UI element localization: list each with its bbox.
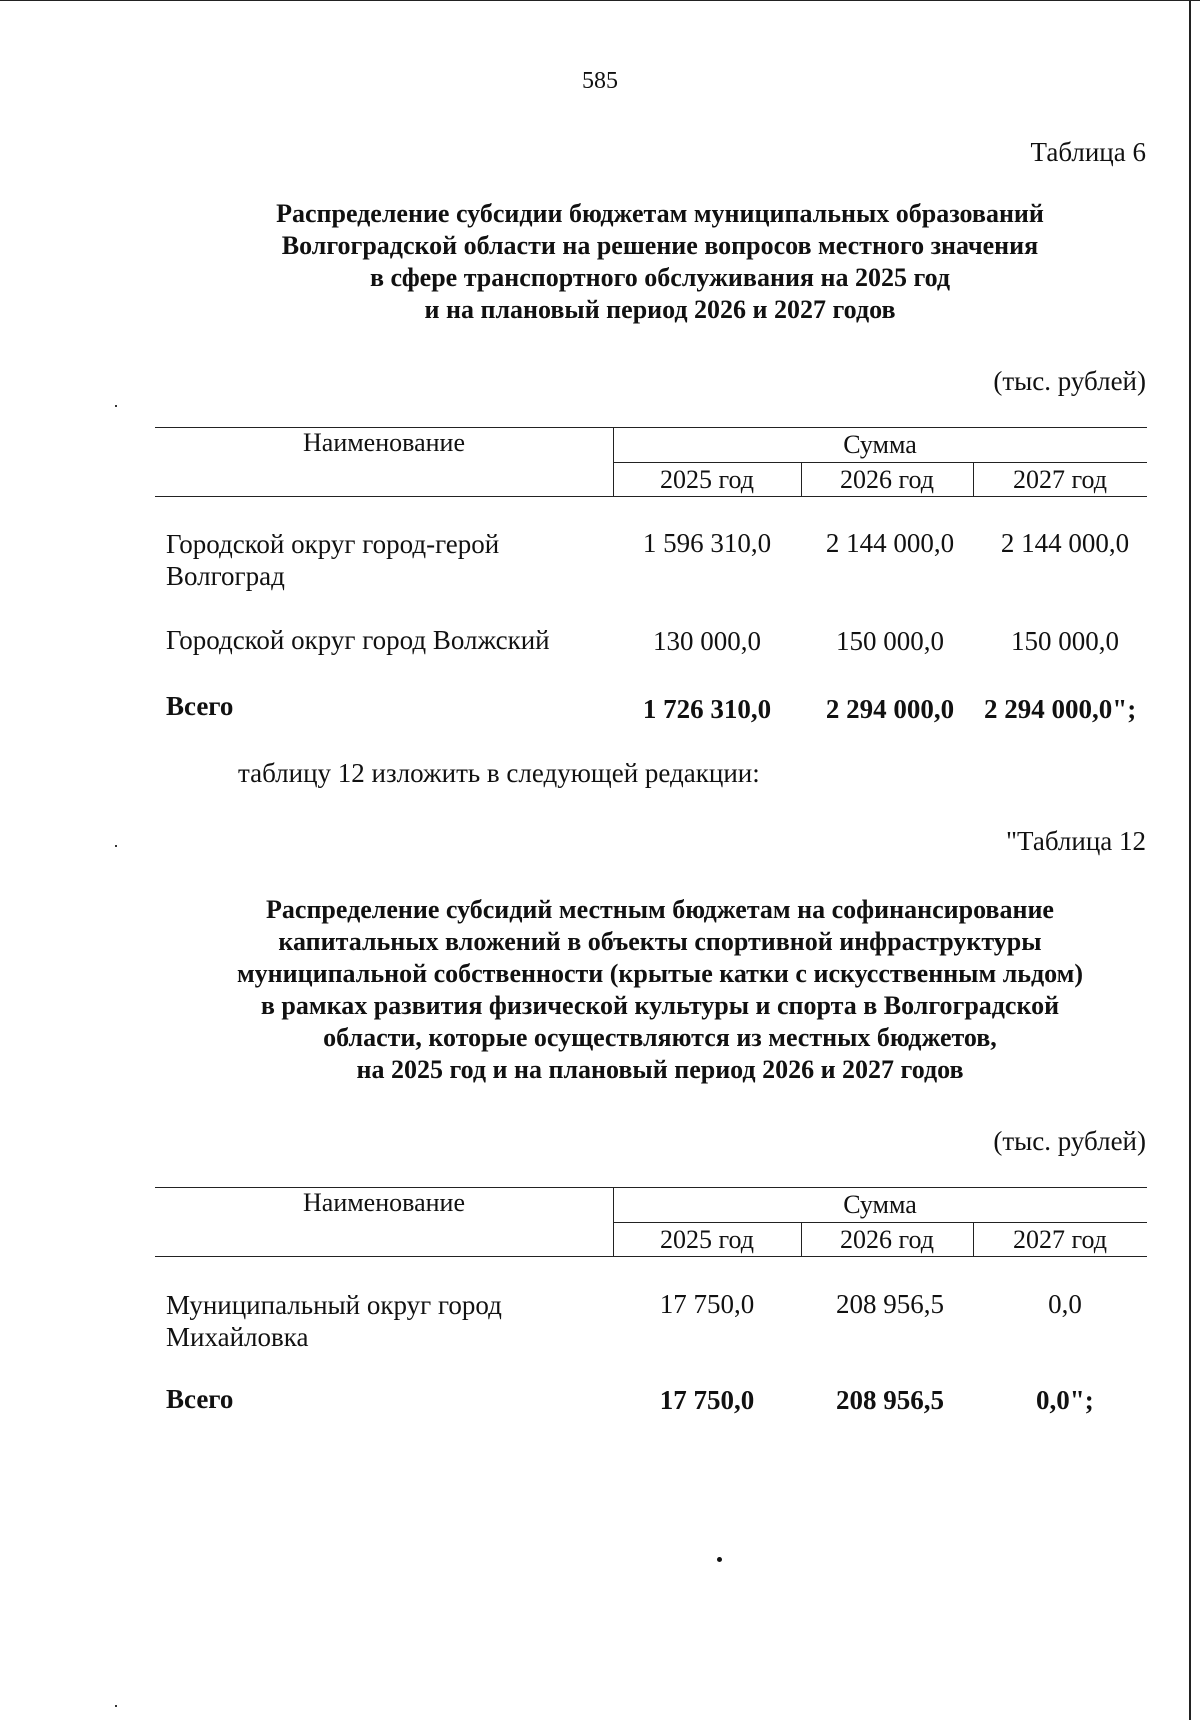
table6-cell: 150 000,0 xyxy=(1011,626,1119,656)
table12-header-bottom-rule xyxy=(155,1256,1147,1257)
table6-header-year: 2025 год xyxy=(660,465,754,494)
scan-top-edge xyxy=(0,0,1200,1)
table12-title-line: области, которые осуществляются из местных бюджетов, xyxy=(323,1023,997,1052)
scan-speck xyxy=(115,1705,117,1707)
table6-title-line: Волгоградской области на решение вопросов местного значения xyxy=(281,231,1039,260)
table6-title-line: в сфере транспортного обслуживания на 2025 год xyxy=(369,263,951,292)
table6-cell: 130 000,0 xyxy=(653,626,761,656)
table6-row-name: Городской округ город-герой Волгоград xyxy=(166,529,500,591)
table6-total-label: Всего xyxy=(166,691,234,721)
table12-total-cell: 208 956,5 xyxy=(836,1385,944,1415)
table6-total-cell: 2 294 000,0 xyxy=(825,694,955,724)
table12-title-line: муниципальной собственности (крытые катки с искусственным льдом) xyxy=(236,959,1084,988)
table6-label: Таблица 6 xyxy=(1030,137,1146,167)
table6-title-line: и на плановый период 2026 и 2027 годов xyxy=(424,295,896,324)
table6-row-name: Городской округ город Волжский xyxy=(166,625,550,655)
table6-header-sum: Сумма xyxy=(843,430,917,459)
table12-total-cell: 0,0"; xyxy=(1036,1385,1094,1415)
table6-header-year: 2027 год xyxy=(1013,465,1107,494)
table12-title-line: в рамках развития физической культуры и спорта в Волгоградской xyxy=(260,991,1060,1020)
table12-title-line: капитальных вложений в объекты спортивной инфраструктуры xyxy=(278,927,1042,956)
table12-total-cell: 17 750,0 xyxy=(659,1385,755,1415)
table12-cell: 0,0 xyxy=(1048,1289,1082,1319)
page-number: 585 xyxy=(582,68,618,94)
table12-units: (тыс. рублей) xyxy=(993,1126,1146,1156)
table6-title xyxy=(140,198,1180,326)
scan-right-edge xyxy=(1189,0,1191,1720)
table12-sum-rule xyxy=(613,1222,1147,1223)
table12-title xyxy=(140,894,1180,1086)
table12-header-sum: Сумма xyxy=(843,1190,917,1219)
table12-cell: 17 750,0 xyxy=(659,1289,755,1319)
table12-header-name: Наименование xyxy=(303,1188,465,1217)
table6-header-year: 2026 год xyxy=(840,465,934,494)
table12-label: "Таблица 12 xyxy=(1006,826,1146,856)
table6-cell: 2 144 000,0 xyxy=(1000,528,1130,558)
scan-speck xyxy=(115,405,117,407)
table12-title-line: на 2025 год и на плановый период 2026 и 2027 годов xyxy=(356,1055,964,1084)
table6-cell: 150 000,0 xyxy=(836,626,944,656)
scan-speck xyxy=(115,845,117,847)
table6-total-cell: 1 726 310,0 xyxy=(642,694,772,724)
table12-header-year: 2026 год xyxy=(840,1225,934,1254)
table12-header-year: 2027 год xyxy=(1013,1225,1107,1254)
table6-total-cell: 2 294 000,0"; xyxy=(984,694,1137,724)
table6-sum-rule xyxy=(613,462,1147,463)
table6-units: (тыс. рублей) xyxy=(993,366,1146,396)
table12-cell: 208 956,5 xyxy=(836,1289,944,1319)
instruction-text: таблицу 12 изложить в следующей редакции: xyxy=(238,758,760,788)
table6-header-name: Наименование xyxy=(303,428,465,457)
table12-total-label: Всего xyxy=(166,1384,234,1414)
table12-title-line: Распределение субсидий местным бюджетам на софинансирование xyxy=(266,895,1054,924)
table6-title-line: Распределение субсидии бюджетам муниципальных образований xyxy=(276,199,1044,228)
table12-row-name: Муниципальный округ город Михайловка xyxy=(166,1290,502,1352)
table6-cell: 1 596 310,0 xyxy=(642,528,772,558)
table12-header-year: 2025 год xyxy=(660,1225,754,1254)
table6-cell: 2 144 000,0 xyxy=(825,528,955,558)
table6-header-bottom-rule xyxy=(155,496,1147,497)
scan-dot xyxy=(717,1557,722,1562)
